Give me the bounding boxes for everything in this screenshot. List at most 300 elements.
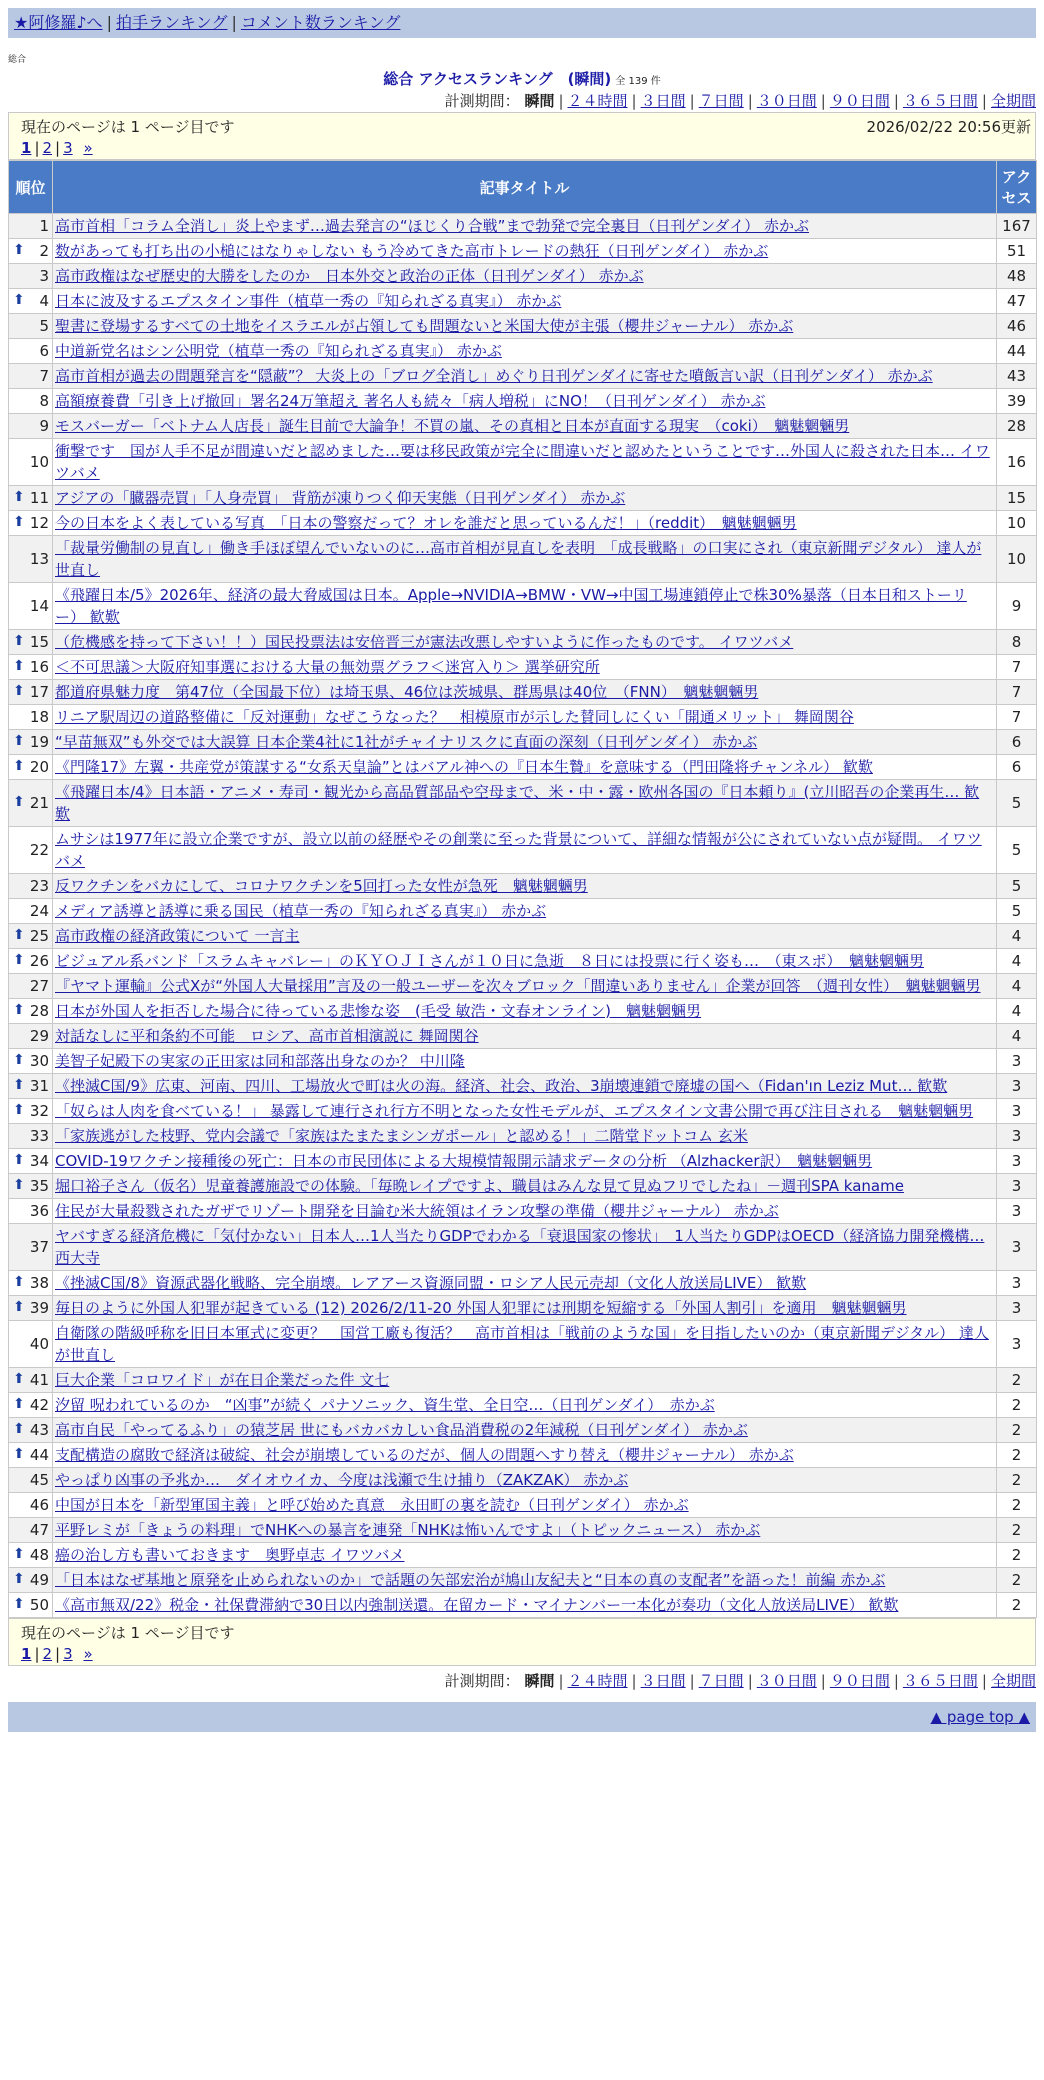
access-count: 3	[997, 1174, 1037, 1199]
title-cell	[53, 289, 997, 314]
article-link[interactable]: 巨大企業「コロワイド」が在日企業だった件 文七	[55, 1371, 390, 1389]
rank-cell	[9, 1224, 53, 1271]
period-selector-bottom: 計測期間： 瞬間 | ２４時間 | ３日間 | ７日間 | ３０日間 | ９０日間 | ３６５日間 | 全期間	[444, 1672, 1036, 1690]
title-cell	[53, 1224, 997, 1271]
access-count: 6	[997, 755, 1037, 780]
rank-header: 順位	[9, 161, 53, 214]
title-cell	[53, 1099, 997, 1124]
table-row	[9, 1321, 1037, 1368]
article-link[interactable]: 日本に波及するエプスタイン事件（植草一秀の『知られざる真実』） 赤かぶ	[55, 292, 562, 310]
title-cell	[53, 1368, 997, 1393]
access-count: 9	[997, 583, 1037, 630]
rank-number: 7	[39, 367, 49, 385]
period-label-bottom: 計測期間：	[444, 1672, 520, 1690]
article-link[interactable]: 反ワクチンをバカにして、コロナワクチンを5回打った女性が急死 魑魅魍魎男	[55, 877, 588, 895]
access-count: 3	[997, 1074, 1037, 1099]
ranking-table-body	[9, 214, 1037, 1618]
article-link[interactable]: メディア誘導と誘導に乗る国民（植草一秀の『知られざる真実』） 赤かぶ	[55, 902, 547, 920]
table-row	[9, 1443, 1037, 1468]
article-link[interactable]: 都道府県魅力度 第47位（全国最下位）は埼玉県、46位は茨城県、群馬県は40位 （FNN） 魑魅魍魎男	[55, 683, 759, 701]
rank-number: 4	[39, 292, 49, 310]
rank-number: 32	[29, 1102, 49, 1120]
up-arrow-icon: ⬆	[13, 733, 25, 749]
table-row	[9, 339, 1037, 364]
rank-cell	[9, 899, 53, 924]
title-cell	[53, 239, 997, 264]
title-cell	[53, 730, 997, 755]
table-row	[9, 827, 1037, 874]
access-count: 3	[997, 1199, 1037, 1224]
title-cell	[53, 874, 997, 899]
rank-number: 36	[29, 1202, 49, 1220]
period-3d-link[interactable]: ３日間	[640, 92, 686, 110]
access-count: 5	[997, 874, 1037, 899]
title-cell	[53, 214, 997, 239]
period-24h-link[interactable]: ２４時間	[567, 92, 628, 110]
rank-number: 49	[29, 1571, 49, 1589]
article-link[interactable]: 高市首相が過去の問題発言を“隠蔽”？ 大炎上の「ブログ全消し」めぐり日刊ゲンダイに寄せた噴飯言い訳（日刊ゲンダイ） 赤かぶ	[55, 367, 933, 385]
title-cell	[53, 1321, 997, 1368]
rank-number: 40	[29, 1335, 49, 1353]
rank-number: 47	[29, 1521, 49, 1539]
page-links-bottom: 1 | 2 | 3 »	[21, 1645, 93, 1663]
pager-top	[8, 112, 1036, 160]
article-link[interactable]: 日本が外国人を拒否した場合に待っている悲惨な姿 (毛受 敏浩・文春オンライン) 魑魅魍魎男	[55, 1002, 702, 1020]
title-cell	[53, 1393, 997, 1418]
period-365d-link[interactable]: ３６５日間	[902, 92, 978, 110]
table-row	[9, 1543, 1037, 1568]
page-status-bottom: 現在のページは 1 ページ目です	[21, 1624, 235, 1642]
article-link[interactable]: 《飛躍日本/4》日本語・アニメ・寿司・観光から高品質部品や空母まで、米・中・露・欧州各国の『日本頼り』(立川昭吾の企業再生… 歓歎	[55, 783, 980, 823]
title-cell	[53, 1199, 997, 1224]
table-row	[9, 1468, 1037, 1493]
table-row	[9, 949, 1037, 974]
article-link[interactable]: 《挫滅C国/8》資源武器化戦略、完全崩壊。レアアース資源同盟・ロシア人民元売却（文化人放送局LIVE） 歓歎	[55, 1274, 807, 1292]
access-count: 28	[997, 414, 1037, 439]
up-arrow-icon: ⬆	[13, 1371, 25, 1387]
table-row	[9, 974, 1037, 999]
access-count: 2	[997, 1518, 1037, 1543]
access-count: 3	[997, 1224, 1037, 1271]
period-7d-link[interactable]: ７日間	[698, 92, 744, 110]
table-row	[9, 1296, 1037, 1321]
title-cell	[53, 1074, 997, 1099]
rank-number: 21	[29, 794, 49, 812]
access-count: 15	[997, 486, 1037, 511]
rank-cell	[9, 1024, 53, 1049]
title-cell	[53, 1493, 997, 1518]
article-link[interactable]: 高市政権はなぜ歴史的大勝をしたのか 日本外交と政治の正体（日刊ゲンダイ） 赤かぶ	[55, 267, 644, 285]
access-count: 48	[997, 264, 1037, 289]
access-count: 3	[997, 1321, 1037, 1368]
article-link[interactable]: ヤバすぎる経済危機に「気付かない」日本人…1人当たりGDPでわかる「衰退国家の惨状」 1人当たりGDPはOECD（経済協力開発機構… 西大寺	[55, 1227, 985, 1267]
title-cell	[53, 1024, 997, 1049]
up-arrow-icon: ⬆	[13, 952, 25, 968]
article-link[interactable]: 美智子妃殿下の実家の正田家は同和部落出身なのか？ 中川隆	[55, 1052, 465, 1070]
rank-cell	[9, 214, 53, 239]
up-arrow-icon: ⬆	[13, 1274, 25, 1290]
article-link[interactable]: COVID-19ワクチン接種後の死亡：日本の市民団体による大規模情報開示請求データの分析 （Alzhacker訳） 魑魅魍魎男	[55, 1152, 873, 1170]
access-count: 3	[997, 1149, 1037, 1174]
rank-cell	[9, 655, 53, 680]
up-arrow-icon: ⬆	[13, 1421, 25, 1437]
access-count: 7	[997, 680, 1037, 705]
article-link[interactable]: リニア駅周辺の道路整備に「反対運動」なぜこうなった？ 相模原市が示した賛同しにくい「開通メリット」 舞岡関谷	[55, 708, 854, 726]
rank-cell	[9, 1099, 53, 1124]
table-row	[9, 999, 1037, 1024]
access-count: 2	[997, 1493, 1037, 1518]
up-arrow-icon: ⬆	[13, 794, 25, 810]
rank-cell	[9, 511, 53, 536]
table-row	[9, 899, 1037, 924]
article-link[interactable]: 堀口裕子さん（仮名）児童養護施設での体験。「毎晩レイプですよ、職員はみんな見て見ぬフリでしたね」－週刊SPA kaname	[55, 1177, 904, 1195]
rank-cell	[9, 1518, 53, 1543]
up-arrow-icon: ⬆	[13, 1396, 25, 1412]
rank-number: 14	[29, 597, 49, 615]
title-cell	[53, 486, 997, 511]
rank-number: 45	[29, 1471, 49, 1489]
table-row	[9, 1493, 1037, 1518]
access-count: 2	[997, 1468, 1037, 1493]
article-link[interactable]: （危機感を持って下さい！！）国民投票法は安倍晋三が憲法改悪しやすいように作ったものです。 イワツバメ	[55, 633, 794, 651]
item-count: 全 139 件	[615, 76, 661, 87]
rank-cell	[9, 1493, 53, 1518]
title-cell	[53, 755, 997, 780]
rank-cell	[9, 755, 53, 780]
title-cell	[53, 389, 997, 414]
article-link[interactable]: ＜不可思議＞大阪府知事選における大量の無効票グラフ＜迷宮入り＞ 選挙研究所	[55, 658, 600, 676]
up-arrow-icon: ⬆	[13, 633, 25, 649]
table-row	[9, 264, 1037, 289]
rank-number: 12	[29, 514, 49, 532]
rank-number: 23	[29, 877, 49, 895]
title-cell	[53, 1418, 997, 1443]
rank-cell	[9, 730, 53, 755]
article-link[interactable]: “早苗無双”も外交では大誤算 日本企業4社に1社がチャイナリスクに直面の深刻（日刊ゲンダイ） 赤かぶ	[55, 733, 758, 751]
rank-number: 44	[29, 1446, 49, 1464]
rank-number: 43	[29, 1421, 49, 1439]
table-row	[9, 314, 1037, 339]
rank-cell	[9, 414, 53, 439]
rank-cell	[9, 486, 53, 511]
clap-ranking-link[interactable]: 拍手ランキング	[115, 13, 228, 32]
title-cell	[53, 339, 997, 364]
up-arrow-icon: ⬆	[13, 1052, 25, 1068]
page-link-2-bottom[interactable]: 2	[42, 1645, 53, 1663]
table-header-row	[9, 161, 1037, 214]
up-arrow-icon: ⬆	[13, 927, 25, 943]
rank-cell	[9, 264, 53, 289]
table-row	[9, 1224, 1037, 1271]
article-link[interactable]: 癌の治し方も書いておきます 奥野卓志 イワツバメ	[55, 1546, 405, 1564]
up-arrow-icon: ⬆	[13, 1546, 25, 1562]
rank-cell	[9, 1296, 53, 1321]
rank-number: 27	[29, 977, 49, 995]
period-30d-link[interactable]: ３０日間	[756, 92, 817, 110]
table-row	[9, 389, 1037, 414]
table-row	[9, 583, 1037, 630]
title-cell	[53, 1049, 997, 1074]
up-arrow-icon: ⬆	[13, 1177, 25, 1193]
rank-number: 41	[29, 1371, 49, 1389]
article-link[interactable]: ムサシは1977年に設立企業ですが、設立以前の経歴やその創業に至った背景について、詳細な情報が公にされていない点が疑問。 イワツバメ	[55, 830, 982, 870]
rank-number: 30	[29, 1052, 49, 1070]
table-row	[9, 289, 1037, 314]
access-count: 4	[997, 1024, 1037, 1049]
access-count: 4	[997, 949, 1037, 974]
title-cell	[53, 1443, 997, 1468]
rank-cell	[9, 1468, 53, 1493]
page-link-3-bottom[interactable]: 3	[63, 1645, 73, 1663]
table-row	[9, 630, 1037, 655]
title-header: 記事タイトル	[53, 161, 997, 214]
rank-cell	[9, 1321, 53, 1368]
rank-cell	[9, 1174, 53, 1199]
article-link[interactable]: 『ヤマト運輸』公式Xが“外国人大量採用”言及の一般ユーザーを次々ブロック「間違いありません」企業が回答 （週刊女性） 魑魅魍魎男	[55, 977, 981, 995]
article-link[interactable]: 支配構造の腐敗で経済は破綻、社会が崩壊しているのだが、個人の問題へすり替え（櫻井ジャーナル） 赤かぶ	[55, 1446, 794, 1464]
table-row	[9, 1149, 1037, 1174]
table-row	[9, 439, 1037, 486]
table-row	[9, 1518, 1037, 1543]
table-row	[9, 1271, 1037, 1296]
article-link[interactable]: 「家族逃がした枝野、党内会議で「家族はたまたまシンガポール」と認める！」二階堂ドットコム 玄米	[55, 1127, 748, 1145]
access-count: 16	[997, 439, 1037, 486]
table-row	[9, 214, 1037, 239]
access-header: アクセス	[997, 161, 1037, 214]
article-link[interactable]: 毎日のように外国人犯罪が起きている (12) 2026/2/11-20 外国人犯罪には刑期を短縮する「外国人割引」を適用 魑魅魍魎男	[55, 1299, 907, 1317]
rank-number: 8	[39, 392, 49, 410]
table-row	[9, 1393, 1037, 1418]
access-count: 6	[997, 730, 1037, 755]
article-link[interactable]: やっぱり凶事の予兆か… ダイオウイカ、今度は浅瀬で生け捕り（ZAKZAK） 赤かぶ	[55, 1471, 629, 1489]
page-link-1[interactable]: 1	[21, 139, 32, 157]
rank-number: 26	[29, 952, 49, 970]
period-30d-link-bottom[interactable]: ３０日間	[756, 1672, 817, 1690]
bottom-nav-bar	[8, 1702, 1036, 1732]
table-row	[9, 239, 1037, 264]
rank-number: 9	[39, 417, 49, 435]
title-cell	[53, 924, 997, 949]
title-cell	[53, 511, 997, 536]
title-cell	[53, 1568, 997, 1593]
rank-cell	[9, 1443, 53, 1468]
period-90d-link-bottom[interactable]: ９０日間	[829, 1672, 890, 1690]
access-count: 2	[997, 1593, 1037, 1618]
title-cell	[53, 999, 997, 1024]
article-link[interactable]: 汐留 呪われているのか “凶事”が続く パナソニック、資生堂、全日空…（日刊ゲンダイ） 赤かぶ	[55, 1396, 715, 1414]
period-selector-top: 計測期間： 瞬間 | ２４時間 | ３日間 | ７日間 | ３０日間 | ９０日間 | ３６５日間 | 全期間	[444, 92, 1036, 110]
table-row	[9, 364, 1037, 389]
article-link[interactable]: 《飛躍日本/5》2026年、経済の最大脅威国は日本。Apple→NVIDIA→BMW・VW→中国工場連鎖停止で株30%暴落（日本日和ストーリー） 歓歎	[55, 586, 967, 626]
table-row	[9, 1174, 1037, 1199]
rank-number: 11	[29, 489, 49, 507]
rank-cell	[9, 630, 53, 655]
rank-cell	[9, 924, 53, 949]
article-link[interactable]: 《門隆17》左翼・共産党が策謀する“女系天皇論”とはバアル神への『日本生贄』を意味する（門田隆将チャンネル） 歓歎	[55, 758, 873, 776]
rank-number: 16	[29, 658, 49, 676]
access-count: 8	[997, 630, 1037, 655]
title-cell	[53, 314, 997, 339]
rank-number: 38	[29, 1274, 49, 1292]
article-link[interactable]: 聖書に登場するすべての土地をイスラエルが占領しても問題ないと米国大使が主張（櫻井ジャーナル） 赤かぶ	[55, 317, 794, 335]
rank-number: 29	[29, 1027, 49, 1045]
up-arrow-icon: ⬆	[13, 1152, 25, 1168]
period-90d-link[interactable]: ９０日間	[829, 92, 890, 110]
title-cell	[53, 1468, 997, 1493]
rank-number: 35	[29, 1177, 49, 1195]
page-link-1-bottom[interactable]: 1	[21, 1645, 32, 1663]
rank-cell	[9, 536, 53, 583]
article-link[interactable]: 高市自民「やってるふり」の猿芝居 世にもバカバカしい食品消費税の2年減税（日刊ゲンダイ） 赤かぶ	[55, 1421, 748, 1439]
page-next-link-bottom[interactable]: »	[83, 1645, 93, 1663]
rank-number: 46	[29, 1496, 49, 1514]
rank-cell	[9, 974, 53, 999]
title-cell	[53, 439, 997, 486]
rank-number: 20	[29, 758, 49, 776]
rank-cell	[9, 1074, 53, 1099]
table-row	[9, 511, 1037, 536]
title-cell	[53, 630, 997, 655]
table-row	[9, 1124, 1037, 1149]
article-link[interactable]: 中道新党名はシン公明党（植草一秀の『知られざる真実』） 赤かぶ	[55, 342, 502, 360]
title-cell	[53, 949, 997, 974]
rank-cell	[9, 874, 53, 899]
page-link-3[interactable]: 3	[63, 139, 73, 157]
title-cell	[53, 364, 997, 389]
period-all-link[interactable]: 全期間	[990, 92, 1036, 110]
comment-ranking-link[interactable]: コメント数ランキング	[240, 13, 401, 32]
access-count: 47	[997, 289, 1037, 314]
rank-cell	[9, 999, 53, 1024]
table-row	[9, 1568, 1037, 1593]
rank-number: 28	[29, 1002, 49, 1020]
title-cell	[53, 780, 997, 827]
article-link[interactable]: 対話なしに平和条約不可能 ロシア、高市首相演説に 舞岡関谷	[55, 1027, 479, 1045]
article-link[interactable]: 《高市無双/22》税金・社保費滞納で30日以内強制送還。在留カード・マイナンバー一本化が奏功（文化人放送局LIVE） 歓歎	[55, 1596, 899, 1614]
article-link[interactable]: 「奴らは人肉を食べている！」 暴露して連行され行方不明となった女性モデルが、エプスタイン文書公開で再び注目される 魑魅魍魎男	[55, 1102, 974, 1120]
article-link[interactable]: 衝撃です 国が人手不足が間違いだと認めました…要は移民政策が完全に間違いだと認めたということです…外国人に殺された日本… イワツバメ	[55, 442, 990, 482]
home-link[interactable]: ★阿修羅♪へ	[14, 13, 103, 32]
up-arrow-icon: ⬆	[13, 489, 25, 505]
article-link[interactable]: 自衛隊の階級呼称を旧日本軍式に変更？ 国営工廠も復活？ 高市首相は「戦前のような国」を目指したいのか（東京新聞デジタル） 達人が世直し	[55, 1324, 989, 1364]
table-row	[9, 1074, 1037, 1099]
period-24h-link-bottom[interactable]: ２４時間	[567, 1672, 628, 1690]
period-3d-link-bottom[interactable]: ３日間	[640, 1672, 686, 1690]
rank-number: 48	[29, 1546, 49, 1564]
rank-cell	[9, 364, 53, 389]
up-arrow-icon: ⬆	[13, 292, 25, 308]
rank-number: 37	[29, 1238, 49, 1256]
page-link-2[interactable]: 2	[42, 139, 53, 157]
rank-number: 5	[39, 317, 49, 335]
table-row	[9, 486, 1037, 511]
article-link[interactable]: 高市首相「コラム全消し」炎上やまず…過去発言の“ほじくり合戦”まで勃発で完全裏目（日刊ゲンダイ） 赤かぶ	[55, 217, 809, 235]
rank-number: 10	[29, 453, 49, 471]
article-link[interactable]: 今の日本をよく表している写真 「日本の警察だって？オレを誰だと思っているんだ！」（reddit） 魑魅魍魎男	[55, 514, 797, 532]
access-count: 7	[997, 705, 1037, 730]
title-cell	[53, 536, 997, 583]
rank-cell	[9, 1124, 53, 1149]
rank-cell	[9, 1568, 53, 1593]
rank-cell	[9, 583, 53, 630]
title-cell	[53, 1174, 997, 1199]
access-count: 44	[997, 339, 1037, 364]
access-count: 2	[997, 1568, 1037, 1593]
access-count: 4	[997, 974, 1037, 999]
article-link[interactable]: アジアの「臓器売買」「人身売買」 背筋が凍りつく仰天実態（日刊ゲンダイ） 赤かぶ	[55, 489, 626, 507]
period-current-bottom: 瞬間	[524, 1672, 555, 1690]
article-link[interactable]: 《挫滅C国/9》広東、河南、四川、工場放火で町は火の海。経済、社会、政治、3崩壊連鎖で廃墟の国へ（Fidan'ın Leziz Mut… 歓歎	[55, 1077, 948, 1095]
rank-number: 3	[39, 267, 49, 285]
up-arrow-icon: ⬆	[13, 1299, 25, 1315]
page-status: 現在のページは 1 ページ目です	[21, 118, 235, 136]
rank-number: 22	[29, 841, 49, 859]
rank-cell	[9, 1049, 53, 1074]
title-cell	[53, 1271, 997, 1296]
rank-number: 2	[39, 242, 49, 260]
access-count: 39	[997, 389, 1037, 414]
article-link[interactable]: 中国が日本を「新型軍国主義」と呼び始めた真意 永田町の裏を読む（日刊ゲンダイ） 赤かぶ	[55, 1496, 689, 1514]
page	[8, 8, 1036, 1732]
rank-cell	[9, 1149, 53, 1174]
page-top-link[interactable]: ▲ page top ▲	[930, 1708, 1030, 1726]
rank-cell	[9, 289, 53, 314]
article-link[interactable]: 「裁量労働制の見直し」働き手ほぼ望んでいないのに…高市首相が見直しを表明 「成長戦略」の口実にされ（東京新聞デジタル） 達人が世直し	[55, 539, 982, 579]
article-link[interactable]: 「日本はなぜ基地と原発を止められないのか」で話題の矢部宏治が鳩山友紀夫と“日本の真の支配者”を語った！前編 赤かぶ	[55, 1571, 886, 1589]
article-link[interactable]: ビジュアル系バンド「スラムキャバレー」のＫＹＯＪＩさんが１０日に急逝 ８日には投票に行く姿も… （東スポ） 魑魅魍魎男	[55, 952, 924, 970]
top-nav-bar: ★阿修羅♪へ | 拍手ランキング | コメント数ランキング	[8, 8, 1036, 38]
rank-cell	[9, 314, 53, 339]
category-tag: 総合	[8, 55, 27, 65]
article-link[interactable]: 高額療養費「引き上げ撤回」署名24万筆超え 著名人も続々「病人増税」にNO！（日刊ゲンダイ） 赤かぶ	[55, 392, 766, 410]
rank-cell	[9, 827, 53, 874]
rank-number: 33	[29, 1127, 49, 1145]
article-link[interactable]: 平野レミが「きょうの料理」でNHKへの暴言を連発「NHKは怖いんですよ」（トピックニュース） 赤かぶ	[55, 1521, 761, 1539]
access-count: 5	[997, 780, 1037, 827]
access-count: 10	[997, 511, 1037, 536]
table-row	[9, 1368, 1037, 1393]
article-link[interactable]: モスバーガー「ベトナム人店長」誕生目前で大論争！不買の嵐、その真相と日本が直面する現実 （coki） 魑魅魍魎男	[55, 417, 850, 435]
up-arrow-icon: ⬆	[13, 683, 25, 699]
rank-number: 18	[29, 708, 49, 726]
access-count: 2	[997, 1443, 1037, 1468]
up-arrow-icon: ⬆	[13, 1446, 25, 1462]
title-cell	[53, 974, 997, 999]
access-count: 10	[997, 536, 1037, 583]
period-current: 瞬間	[524, 92, 555, 110]
article-link[interactable]: 住民が大量殺戮されたガザでリゾート開発を目論む米大統領はイラン攻撃の準備（櫻井ジャーナル） 赤かぶ	[55, 1202, 779, 1220]
title-cell	[53, 680, 997, 705]
table-row	[9, 1199, 1037, 1224]
article-link[interactable]: 高市政権の経済政策について 一言主	[55, 927, 300, 945]
rank-number: 15	[29, 633, 49, 651]
article-link[interactable]: 数があっても打ち出の小槌にはなりゃしない もう冷めてきた高市トレードの熱狂（日刊ゲンダイ） 赤かぶ	[55, 242, 769, 260]
rank-number: 17	[29, 683, 49, 701]
access-count: 43	[997, 364, 1037, 389]
page-next-link[interactable]: »	[83, 139, 93, 157]
rank-cell	[9, 1543, 53, 1568]
period-7d-link-bottom[interactable]: ７日間	[698, 1672, 744, 1690]
access-count: 4	[997, 999, 1037, 1024]
access-count: 7	[997, 655, 1037, 680]
period-365d-link-bottom[interactable]: ３６５日間	[902, 1672, 978, 1690]
table-row	[9, 1418, 1037, 1443]
rank-number: 19	[29, 733, 49, 751]
access-count: 3	[997, 1271, 1037, 1296]
table-row	[9, 924, 1037, 949]
period-all-link-bottom[interactable]: 全期間	[990, 1672, 1036, 1690]
title-cell	[53, 1149, 997, 1174]
